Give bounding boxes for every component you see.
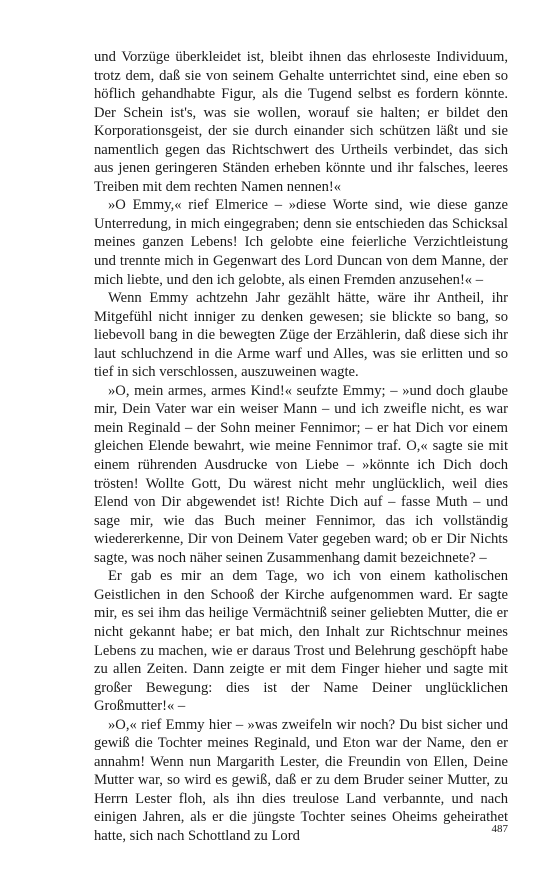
paragraph-3: Wenn Emmy achtzehn Jahr gezählt hätte, wäre ihr Antheil, ihr Mitgefühl nicht inniger zu denken gewesen; sie blickte so bang, so liebevoll bang in die bewegten Züge der Erzählerin, daß diese sich ihr laut schluchzend in die Arme warf und Alles, was sie erlitten und so tief in sich verschlossen, auszuweinen wagte. — [94, 290, 508, 381]
paragraph-6: »O,« rief Emmy hier – »was zweifeln wir noch? Du bist sicher und gewiß die Tochter meines Reginald, und Eton war der Name, den er annahm! Wenn nun Margarith Lester, die Freundin von Ellen, Deine Mutter war, so wird es gewiß, daß er zu dem Bruder seiner Mutter, zu Herrn Lester floh, als ihn dies treulose Land verbannte, und nach einigen Jahren, als er die jüngste Tochter seines Oheims geheirathet hatte, sich nach Schottland zu Lord — [94, 716, 508, 844]
paragraph-1: und Vorzüge überkleidet ist, bleibt ihnen das ehrloseste Individuum, trotz dem, daß sie von seinem Gehalte unterrichtet sind, eine eben so höflich gehandhabte Figur, als die Tugend selbst es fordern könnte. Der Schein ist's, was sie wollen, worauf sie halten; er bildet den Korporationsgeist, der sie durch einander sich schützen läßt und sie namentlich gegen das Richtschwert des Urtheils verbindet, das sich aus jenen geringeren Ständen erheben könnte und ihr falsches, leeres Treiben mit dem rechten Namen nennen!« — [94, 49, 508, 195]
page-number: 487 — [491, 823, 508, 835]
paragraph-4: »O, mein armes, armes Kind!« seufzte Emmy; – »und doch glaube mir, Dein Vater war ein weiser Mann – und ich zweifle nicht, es war mein Reginald – der Sohn meiner Fennimor; – er hat Dich vor einem gleichen Elende bewahrt, wie meine Fennimor traf. O,« sagte sie mit einem rührenden Ausdrucke von Liebe – »könnte ich Dich doch trösten! Wollte Gott, Du wärest nicht mehr unglücklich, weil dies Elend von Dir abgewendet ist! Richte Dich auf – fasse Muth – und sage mir, wie das Buch meiner Fennimor, das ich vollständig wiedererkenne, Dir von Deinem Vater gegeben ward; ob er Dir Nichts sagte, was noch näher seinen Zusammenhang damit bezeichnete? – — [94, 382, 508, 566]
paragraph-5: Er gab es mir an dem Tage, wo ich von einem katholischen Geistlichen in den Schooß der Kirche aufgenommen ward. Er sagte mir, es sei ihm das heilige Vermächtniß seiner geliebten Mutter, die er nicht gekannt habe; er bat mich, den Inhalt zur Richtschnur meines Lebens zu machen, wie er daraus Trost und Belehrung geschöpft habe zu allen Zeiten. Dann zeigte er mit dem Finger hieher und sagte mit großer Bewegung: dies ist der Name Deiner unglücklichen Großmutter!« – — [94, 568, 508, 715]
body-text — [94, 48, 508, 846]
paragraph-2: »O Emmy,« rief Elmerice – »diese Worte sind, wie diese ganze Unterredung, in mich eingegraben; denn sie entschieden das Schicksal meines ganzen Lebens! Ich gelobte eine feierliche Verzichtleistung und trennte mich in Gegenwart des Lord Duncan von dem Manne, der mich liebte, und den ich gelobte, als einen Fremden anzusehen!« – — [94, 197, 508, 288]
